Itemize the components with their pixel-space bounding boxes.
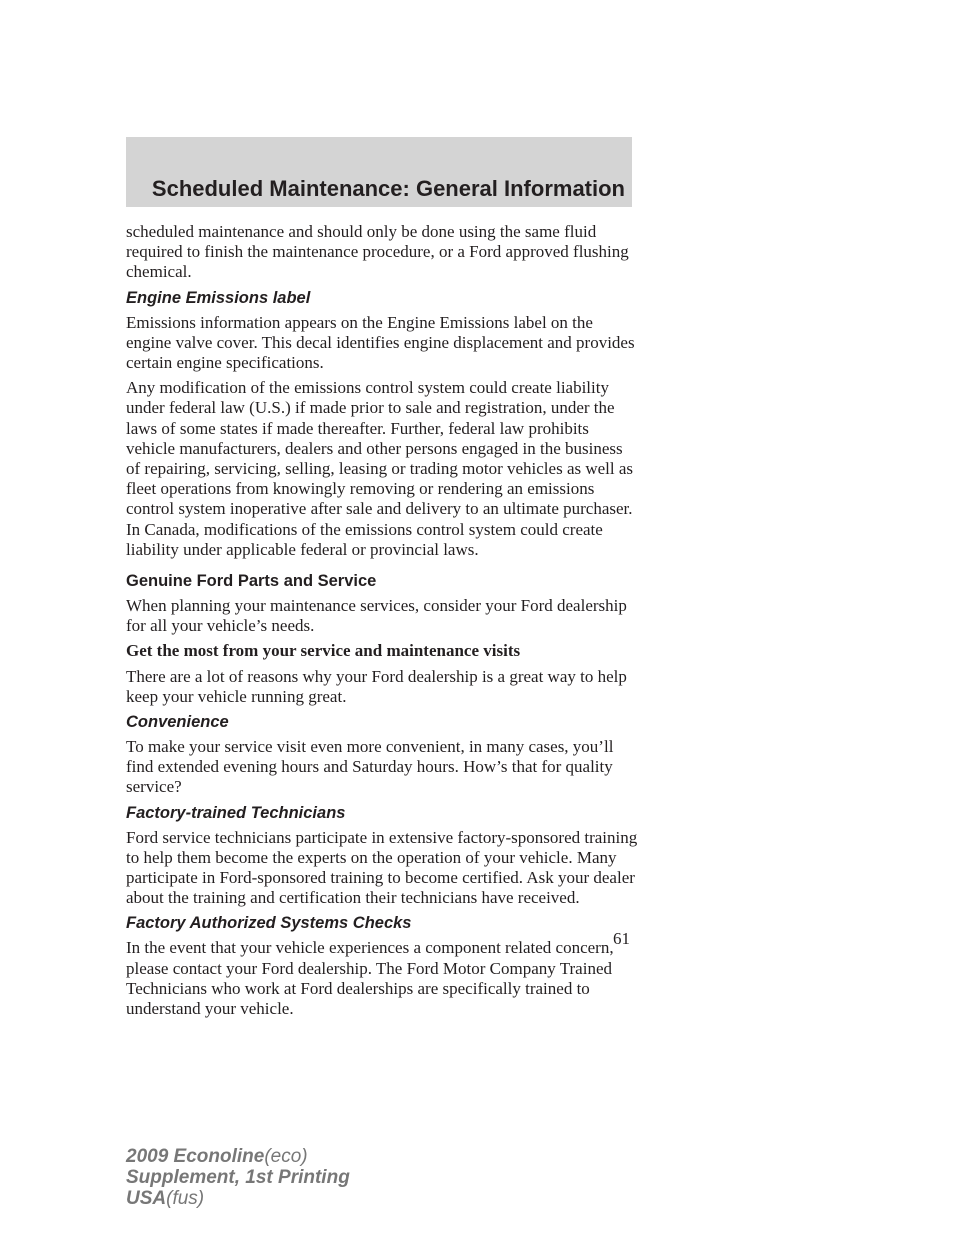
footer-market: USA bbox=[126, 1188, 167, 1209]
footer-line-model bbox=[126, 1146, 350, 1167]
page-title: Scheduled Maintenance: General Information bbox=[151, 176, 625, 201]
footer-model-code: (eco) bbox=[264, 1146, 308, 1167]
paragraph: Any modification of the emissions control system could create liability under federal law (U.S.) if made prior to sale and registration, under the laws of some states if made thereafter. Further, federal law prohibits vehicle manufacturers, dealers and other persons engaged in the business of repairing, servicing, selling, leasing or trading motor vehicles as well as fleet operations from knowingly removing or rendering an emissions control system inoperative after sale and delivery to an ultimate purchaser. In Canada, modifications of the emissions control system could create liability under applicable federal or provincial laws. bbox=[126, 378, 634, 559]
paragraph: In the event that your vehicle experiences a component related concern, please contact your Ford dealership. The Ford Motor Company Trained Technicians who work at Ford dealerships are specifically trained to understand your vehicle. bbox=[126, 938, 614, 1019]
paragraph: Ford service technicians participate in extensive factory-sponsored training to help them become the experts on the operation of your vehicle. Many participate in Ford-sponsored training to become certified. Ask your dealer about the training and certification their technicians have received. bbox=[126, 827, 638, 908]
paragraph: There are a lot of reasons why your Ford dealership is a great way to help keep your vehicle running great. bbox=[126, 666, 627, 706]
page-number: 61 bbox=[613, 929, 630, 948]
footer-line-market bbox=[126, 1188, 350, 1209]
section-heading-genuine-parts: Genuine Ford Parts and Service bbox=[126, 572, 377, 591]
footer-line-printing bbox=[126, 1167, 350, 1188]
bold-subheading: Get the most from your service and maintenance visits bbox=[126, 641, 521, 661]
section-heading-factory-trained: Factory-trained Technicians bbox=[126, 803, 346, 822]
paragraph: When planning your maintenance services, consider your Ford dealership for all your vehicle’s needs. bbox=[126, 596, 627, 636]
main-content bbox=[126, 222, 638, 1024]
section-heading-engine-emissions: Engine Emissions label bbox=[126, 288, 311, 307]
footer-market-code: (fus) bbox=[166, 1188, 205, 1209]
paragraph: scheduled maintenance and should only be done using the same fluid required to finish the maintenance procedure, or a Ford approved flushing chemical. bbox=[126, 222, 629, 282]
footer bbox=[126, 1146, 350, 1209]
footer-model: 2009 Econoline bbox=[126, 1146, 265, 1167]
paragraph: Emissions information appears on the Engine Emissions label on the engine valve cover. This decal identifies engine displacement and provides certain engine specifications. bbox=[126, 312, 635, 373]
section-heading-convenience: Convenience bbox=[126, 713, 229, 732]
section-heading-authorized-checks: Factory Authorized Systems Checks bbox=[126, 914, 412, 933]
paragraph: To make your service visit even more convenient, in many cases, you’ll find extended evening hours and Saturday hours. How’s that for quality service? bbox=[126, 737, 614, 797]
footer-printing: Supplement, 1st Printing bbox=[126, 1167, 350, 1188]
